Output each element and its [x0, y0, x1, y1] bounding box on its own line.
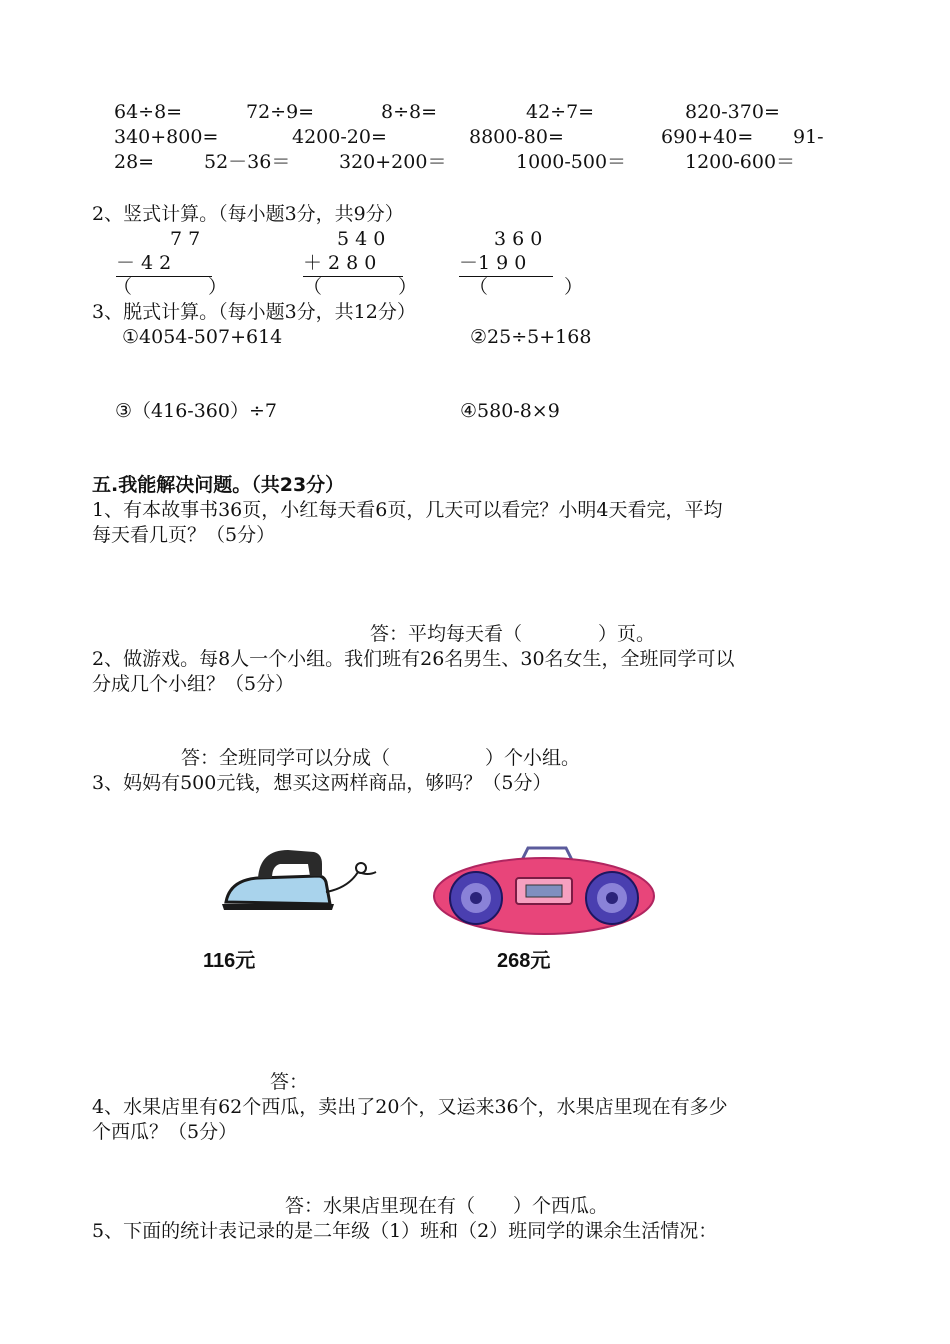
p5-line1: 5、下面的统计表记录的是二年级（1）班和（2）班同学的课余生活情况： [92, 1220, 718, 1242]
p2-answer: 答：全班同学可以分成（ ）个小组。 [181, 747, 581, 769]
p4-line2: 个西瓜？（5分） [92, 1121, 238, 1143]
q2-p1-answer: （ ） [113, 276, 228, 298]
q3-item-4: ④580-8×9 [460, 400, 560, 422]
arith-r3-c2: 52－36＝ [204, 151, 291, 173]
arith-r2-c3: 8800-80= [469, 126, 564, 148]
radio-icon [432, 842, 656, 936]
iron-icon [218, 842, 378, 914]
p4-answer: 答：水果店里现在有（ ）个西瓜。 [285, 1195, 609, 1217]
q2-p3-top: 3 6 0 [494, 228, 543, 250]
arith-r2-c5: 91- [793, 126, 824, 148]
arith-r3-c5: 1200-600＝ [685, 151, 796, 173]
arith-r2-c1: 340+800= [114, 126, 219, 148]
q2-p2-answer: （ ） [303, 276, 418, 298]
q2-p3-answer: （ ） [469, 276, 584, 298]
q2-p2-top: 5 4 0 [337, 228, 386, 250]
q3-item-2: ②25÷5+168 [470, 326, 592, 348]
q3-item-1: ①4054-507+614 [122, 326, 283, 348]
arith-r3-c3: 320+200＝ [339, 151, 447, 173]
arith-r2-c4: 690+40= [661, 126, 754, 148]
p1-line1: 1、有本故事书36页，小红每天看6页，几天可以看完？小明4天看完，平均 [92, 499, 723, 521]
q2-p1-bottom: － 4 2 [116, 252, 212, 277]
p1-answer: 答：平均每天看（ ）页。 [370, 623, 656, 645]
q2-p1-top: 7 7 [170, 228, 201, 250]
p2-line1: 2、做游戏。每8人一个小组。我们班有26名男生、30名女生，全班同学可以 [92, 648, 735, 670]
arith-r3-c1: 28= [114, 151, 155, 173]
arith-r1-c3: 8÷8= [381, 101, 438, 123]
arith-r2-c2: 4200-20= [292, 126, 387, 148]
q2-title: 2、竖式计算。（每小题3分，共9分） [92, 203, 404, 225]
q2-p2-bottom: ＋ 2 8 0 [303, 252, 403, 277]
arith-r1-c4: 42÷7= [526, 101, 595, 123]
arith-r1-c1: 64÷8= [114, 101, 183, 123]
iron-price: 116元 [203, 950, 256, 972]
radio-price: 268元 [497, 950, 551, 972]
arith-r1-c2: 72÷9= [246, 101, 315, 123]
p4-line1: 4、水果店里有62个西瓜，卖出了20个，又运来36个，水果店里现在有多少 [92, 1096, 728, 1118]
q3-item-3: ③（416-360）÷7 [115, 400, 277, 422]
p3-answer: 答： [270, 1071, 309, 1093]
arith-r1-c5: 820-370= [685, 101, 780, 123]
p1-line2: 每天看几页？（5分） [92, 524, 276, 546]
q3-title: 3、脱式计算。（每小题3分，共12分） [92, 301, 416, 323]
p2-line2: 分成几个小组？（5分） [92, 673, 295, 695]
p3-line1: 3、妈妈有500元钱，想买这两样商品，够吗？（5分） [92, 772, 552, 794]
section5-heading: 五.我能解决问题。（共23分） [92, 474, 345, 496]
q2-p3-bottom: －1 9 0 [459, 252, 553, 277]
arith-r3-c4: 1000-500＝ [516, 151, 627, 173]
